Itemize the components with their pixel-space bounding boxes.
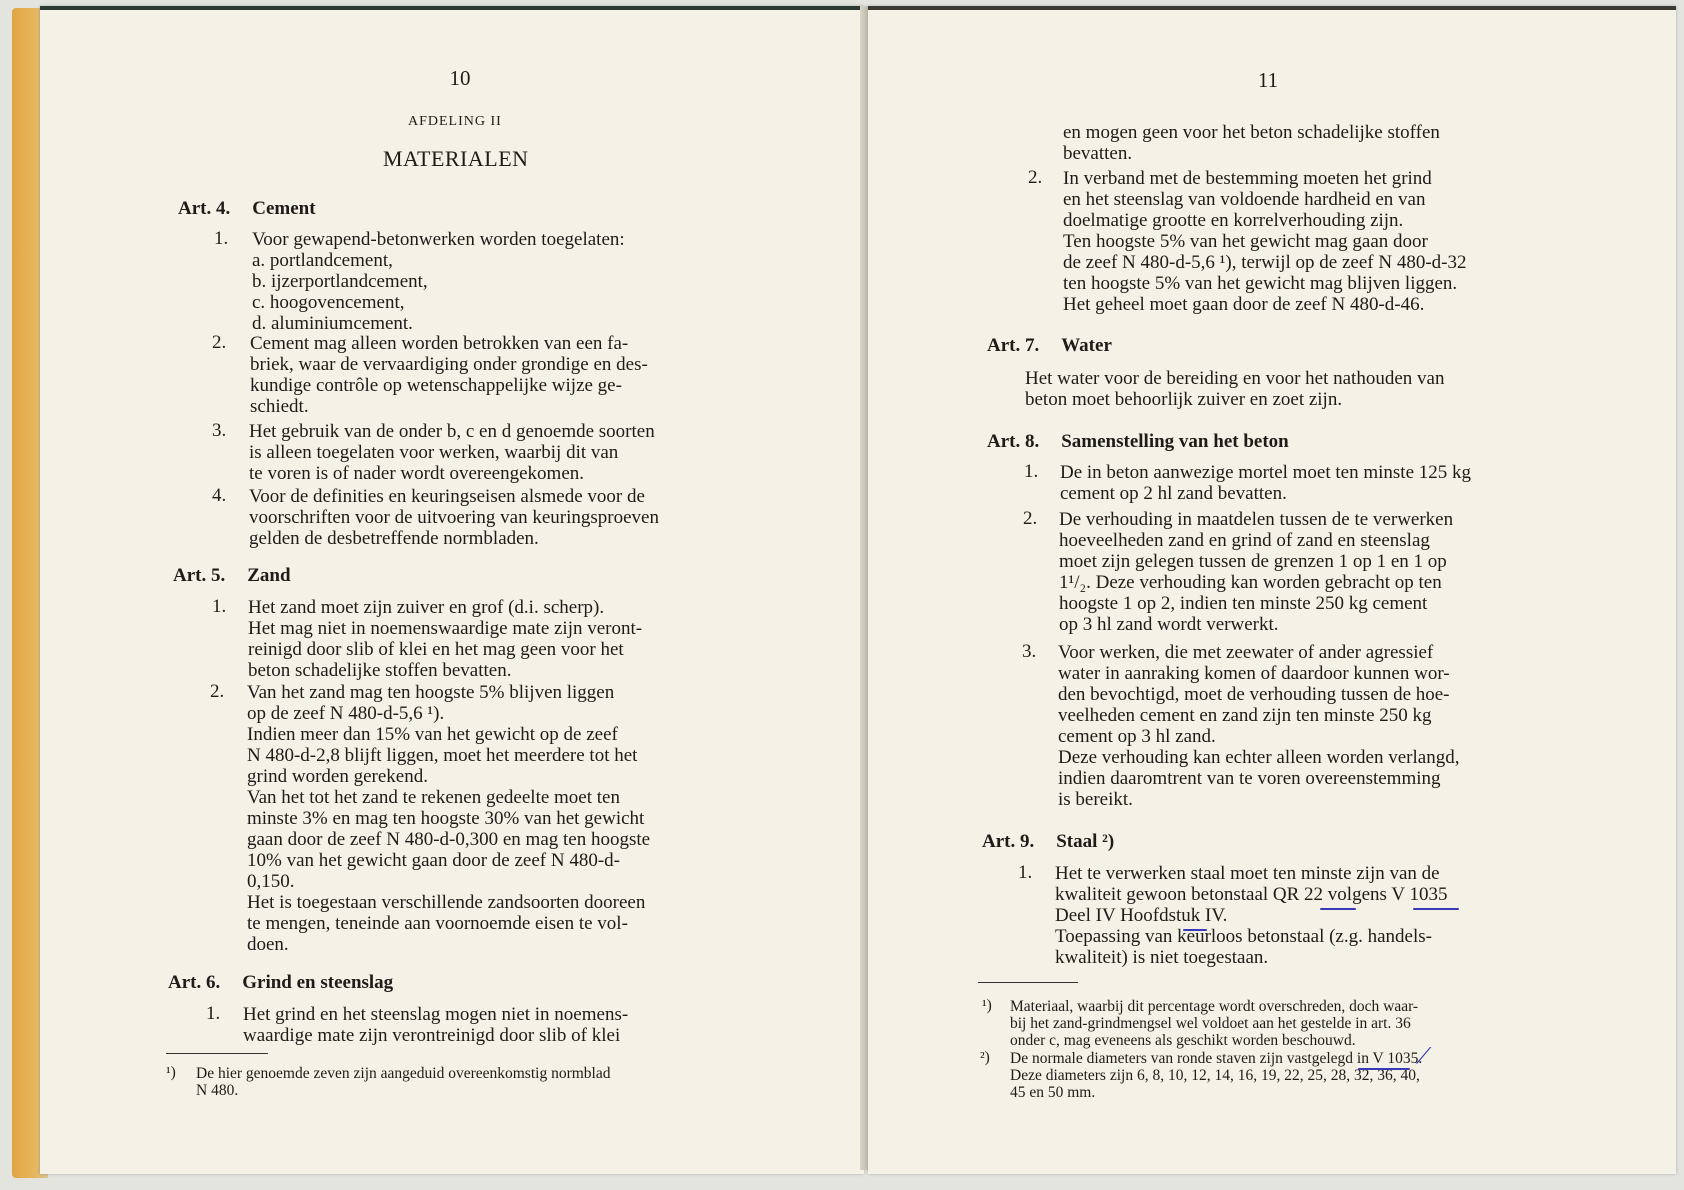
pen-underline xyxy=(1358,1068,1410,1070)
text-line: kundige contrôle op wetenschappelijke wijze ge- xyxy=(250,375,622,396)
article-heading xyxy=(987,431,1289,453)
footnote-line: bij het zand-grindmengsel wel voldoet aan het gestelde in art. 36 xyxy=(1010,1015,1411,1032)
article-label: Art. 9. xyxy=(982,831,1035,852)
list-item xyxy=(248,597,642,681)
pen-underline xyxy=(1413,908,1459,910)
text-line: op 3 hl zand wordt verwerkt. xyxy=(1059,614,1279,635)
text-line: Deel IV Hoofdstuk IV. xyxy=(1055,905,1228,926)
text-line: is alleen toegelaten voor werken, waarbij dit van xyxy=(249,442,619,463)
text-line: 1¹/₂. Deze verhouding kan worden gebracht op ten xyxy=(1059,572,1442,593)
item-number: 2. xyxy=(1023,508,1038,529)
footnote-line: De hier genoemde zeven zijn aangeduid overeenkomstig normblad xyxy=(196,1065,611,1082)
text-line: De verhouding in maatdelen tussen de te verwerken xyxy=(1059,509,1454,530)
paragraph xyxy=(1025,368,1444,410)
list-item xyxy=(1058,642,1459,810)
item-number: 4. xyxy=(212,485,227,506)
list-item xyxy=(250,333,648,417)
article-label: Art. 4. xyxy=(178,198,231,219)
footnote-line: N 480. xyxy=(196,1082,239,1099)
article-title: Grind en steenslag xyxy=(242,972,394,993)
text-line: hoogste 1 op 2, indien ten minste 250 kg cement xyxy=(1059,593,1428,614)
text-line: cement op 2 hl zand bevatten. xyxy=(1060,483,1287,504)
footnote-line: Materiaal, waarbij dit percentage wordt overschreden, doch waar- xyxy=(1010,998,1419,1015)
section-label: AFDELING II xyxy=(408,114,502,129)
text-line: veelheden cement en zand zijn ten minste 250 kg xyxy=(1058,705,1432,726)
text-line: cement op 3 hl zand. xyxy=(1058,726,1216,747)
article-heading xyxy=(987,335,1112,357)
article-heading xyxy=(168,972,393,994)
footnote-line: Deze diameters zijn 6, 8, 10, 12, 14, 16, 19, 22, 25, 28, 32, 36, 40, xyxy=(1010,1067,1420,1084)
text-line: reinigd door slib of klei en het mag geen voor het xyxy=(248,639,624,660)
text-line: Ten hoogste 5% van het gewicht mag gaan door xyxy=(1063,231,1428,252)
text-line: moet zijn gelegen tussen de grenzen 1 op 1 en 1 op xyxy=(1059,551,1447,572)
text-line: te voren is of nader wordt overeengekomen. xyxy=(249,463,585,484)
text-line: doen. xyxy=(247,934,289,955)
list-item xyxy=(252,229,625,334)
text-line: Het gebruik van de onder b, c en d genoemde soorten xyxy=(249,421,655,442)
item-number: 1. xyxy=(206,1003,221,1024)
text-line: en het steenslag van voldoende hardheid en van xyxy=(1063,189,1426,210)
text-line: In verband met de bestemming moeten het grind xyxy=(1063,168,1432,189)
footnote-rule xyxy=(978,982,1078,983)
text-line: te mengen, teneinde aan voornoemde eisen te vol- xyxy=(247,913,628,934)
text-line: hoeveelheden zand en grind of zand en steenslag xyxy=(1059,530,1430,551)
pen-underline xyxy=(1183,929,1207,931)
item-number: 2. xyxy=(1028,167,1043,188)
text-line: de zeef N 480-d-5,6 ¹), terwijl op de zeef N 480-d-32 xyxy=(1063,252,1467,273)
footnote xyxy=(196,1065,610,1099)
article-title: Cement xyxy=(252,198,316,219)
text-line: minste 3% en mag ten hoogste 30% van het gewicht xyxy=(247,808,645,829)
text-line: schiedt. xyxy=(250,396,309,417)
article-label: Art. 8. xyxy=(987,431,1040,452)
text-line: Van het zand mag ten hoogste 5% blijven liggen xyxy=(247,682,615,703)
text-line: Het mag niet in noemenswaardige mate zijn veront- xyxy=(248,618,643,639)
text-line: grind worden gerekend. xyxy=(247,766,428,787)
footnote-mark: ¹) xyxy=(166,1064,176,1081)
footnote-line: 45 en 50 mm. xyxy=(1010,1084,1096,1101)
text-line: N 480-d-2,8 blijft liggen, moet het meerdere tot het xyxy=(247,745,638,766)
text-line: doelmatige grootte en korrelverhouding zijn. xyxy=(1063,210,1404,231)
list-item xyxy=(1059,509,1453,635)
text-line: den bevochtigd, moet de verhouding tussen de hoe- xyxy=(1058,684,1450,705)
item-number: 1. xyxy=(212,596,227,617)
list-item xyxy=(1060,462,1471,504)
article-title: Samenstelling van het beton xyxy=(1061,431,1289,452)
text-line: a. portlandcement, xyxy=(252,250,393,271)
footnote-line: onder c, mag eveneens als geschikt worden beschouwd. xyxy=(1010,1032,1356,1049)
article-label: Art. 7. xyxy=(987,335,1040,356)
item-number: 1. xyxy=(1018,862,1033,883)
item-number: 1. xyxy=(1024,461,1039,482)
text-line: Toepassing van keurloos betonstaal (z.g. handels- xyxy=(1055,926,1432,947)
item-number: 3. xyxy=(212,420,227,441)
text-line: Het te verwerken staal moet ten minste zijn van de xyxy=(1055,863,1440,884)
text-line: 10% van het gewicht gaan door de zeef N 480-d- xyxy=(247,850,620,871)
text-line: waardige mate zijn verontreinigd door slib of klei xyxy=(243,1025,621,1046)
text-line: Het grind en het steenslag mogen niet in noemens- xyxy=(243,1004,629,1025)
article-title: Zand xyxy=(247,565,291,586)
text-line: Cement mag alleen worden betrokken van een fa- xyxy=(250,333,629,354)
item-number: 3. xyxy=(1022,641,1037,662)
article-heading xyxy=(178,198,316,220)
article-title: Staal ²) xyxy=(1056,831,1115,852)
text-line: op de zeef N 480-d-5,6 ¹). xyxy=(247,703,445,724)
text-line: Deze verhouding kan echter alleen worden verlangd, xyxy=(1058,747,1460,768)
text-line: kwaliteit gewoon betonstaal QR 22 volgens V 1035 xyxy=(1055,884,1448,905)
left-page xyxy=(40,6,864,1174)
footnote-mark: ¹) xyxy=(982,997,992,1014)
article-title: Water xyxy=(1061,335,1112,356)
footnote-rule xyxy=(166,1053,268,1054)
footnote xyxy=(1010,998,1418,1049)
footnote-line: De normale diameters van ronde staven zijn vastgelegd in V 1035. xyxy=(1010,1050,1423,1067)
item-number: 2. xyxy=(212,332,227,353)
text-line: is bereikt. xyxy=(1058,789,1133,810)
text-line: Van het tot het zand te rekenen gedeelte moet ten xyxy=(247,787,620,808)
list-item xyxy=(249,421,655,484)
article-label: Art. 5. xyxy=(173,565,226,586)
continued-text xyxy=(1063,122,1440,164)
list-item xyxy=(243,1004,628,1046)
pen-underline xyxy=(1320,908,1356,910)
text-line: Indien meer dan 15% van het gewicht op de zeef xyxy=(247,724,618,745)
text-line: beton moet behoorlijk zuiver en zoet zijn. xyxy=(1025,389,1343,410)
page-number: 10 xyxy=(449,66,471,90)
text-line: Voor de definities en keuringseisen alsmede voor de xyxy=(249,486,645,507)
footnote xyxy=(1010,1050,1422,1101)
text-line: Het is toegestaan verschillende zandsoorten dooreen xyxy=(247,892,646,913)
pen-mark-icon: ⟋ xyxy=(1416,1044,1432,1069)
item-number: 2. xyxy=(210,681,225,702)
footnote-mark: ²) xyxy=(980,1049,990,1066)
article-label: Art. 6. xyxy=(168,972,221,993)
text-line: en mogen geen voor het beton schadelijke stoffen xyxy=(1063,122,1440,143)
text-line: gaan door de zeef N 480-d-0,300 en mag ten hoogste xyxy=(247,829,651,850)
right-page xyxy=(868,6,1676,1174)
text-line: ten hoogste 5% van het gewicht mag blijven liggen. xyxy=(1063,273,1458,294)
article-heading xyxy=(982,831,1114,853)
text-line: bevatten. xyxy=(1063,143,1133,164)
text-line: voorschriften voor de uitvoering van keuringsproeven xyxy=(249,507,659,528)
text-line: Het geheel moet gaan door de zeef N 480-d-46. xyxy=(1063,294,1425,315)
page-number: 11 xyxy=(1257,68,1279,92)
text-line: water in aanraking komen of daardoor kunnen wor- xyxy=(1058,663,1450,684)
text-line: De in beton aanwezige mortel moet ten minste 125 kg xyxy=(1060,462,1472,483)
text-line: indien daaromtrent van te voren overeenstemming xyxy=(1058,768,1441,789)
text-line: c. hoogovencement, xyxy=(252,292,405,313)
section-title: MATERIALEN xyxy=(383,146,529,171)
text-line: briek, waar de vervaardiging onder grondige en des- xyxy=(250,354,648,375)
text-line: Voor gewapend-betonwerken worden toegelaten: xyxy=(252,229,625,250)
item-number: 1. xyxy=(214,228,229,249)
list-item xyxy=(1063,168,1467,315)
text-line: beton schadelijke stoffen bevatten. xyxy=(248,660,512,681)
text-line: d. aluminiumcement. xyxy=(252,313,413,334)
list-item xyxy=(249,486,659,549)
text-line: Voor werken, die met zeewater of ander agressief xyxy=(1058,642,1434,663)
text-line: Het zand moet zijn zuiver en grof (d.i. scherp). xyxy=(248,597,605,618)
text-line: gelden de desbetreffende normbladen. xyxy=(249,528,539,549)
article-heading xyxy=(173,565,291,587)
text-line: 0,150. xyxy=(247,871,295,892)
text-line: Het water voor de bereiding en voor het nathouden van xyxy=(1025,368,1445,389)
text-line: b. ijzerportlandcement, xyxy=(252,271,428,292)
text-line: kwaliteit) is niet toegestaan. xyxy=(1055,947,1269,968)
list-item xyxy=(1055,863,1447,968)
list-item xyxy=(247,682,650,955)
